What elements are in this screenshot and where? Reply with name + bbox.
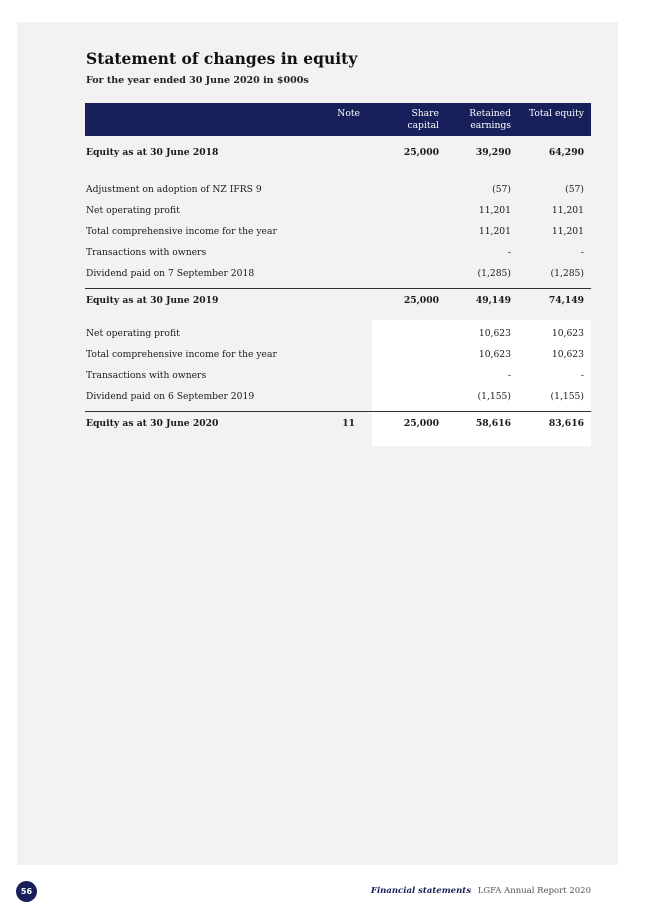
row-retained-earnings: 58,616: [475, 418, 511, 429]
row-total-equity: 74,149: [548, 295, 584, 306]
row-total-equity: (1,155): [550, 391, 584, 402]
row-retained-earnings: -: [507, 370, 511, 381]
equity-table: [85, 103, 591, 434]
table-row: [85, 413, 591, 434]
row-total-equity: 11,201: [551, 226, 584, 237]
row-label: Net operating profit: [86, 328, 180, 339]
row-label: Total comprehensive income for the year: [86, 226, 277, 237]
table-row: [85, 386, 591, 407]
table-row: [85, 179, 591, 200]
table-row: [85, 221, 591, 242]
row-label: Equity as at 30 June 2018: [86, 147, 219, 158]
footer: [371, 886, 591, 896]
row-retained-earnings: 10,623: [478, 349, 511, 360]
row-retained-earnings: 11,201: [478, 226, 511, 237]
table-header: [85, 103, 591, 136]
row-label: Transactions with owners: [86, 370, 207, 381]
row-label: Transactions with owners: [86, 247, 207, 258]
footer-section: Financial statements: [370, 886, 471, 896]
row-label: Dividend paid on 7 September 2018: [86, 268, 255, 279]
row-total-equity: (1,285): [550, 268, 584, 279]
row-label: Equity as at 30 June 2020: [86, 418, 219, 429]
row-label: Adjustment on adoption of NZ IFRS 9: [86, 184, 262, 195]
divider-2020: [85, 411, 591, 412]
row-retained-earnings: 11,201: [478, 205, 511, 216]
header-share-capital: Share capital: [407, 108, 439, 131]
row-label: Equity as at 30 June 2019: [86, 295, 219, 306]
table-row: [85, 263, 591, 284]
header-total-equity: Total equity: [528, 108, 584, 119]
row-share-capital: 25,000: [403, 418, 439, 429]
table-row: [85, 290, 591, 311]
header-note: Note: [337, 108, 360, 119]
row-total-equity: 64,290: [548, 147, 584, 158]
row-retained-earnings: -: [507, 247, 511, 258]
row-total-equity: -: [580, 247, 584, 258]
table-row: [85, 242, 591, 263]
table-row: [85, 344, 591, 365]
row-retained-earnings: (57): [492, 184, 511, 195]
page-number-badge: [16, 881, 37, 902]
page-title: Statement of changes in equity: [86, 49, 358, 68]
row-retained-earnings: 49,149: [475, 295, 511, 306]
row-label: Net operating profit: [86, 205, 180, 216]
row-total-equity: (57): [565, 184, 584, 195]
row-total-equity: 10,623: [551, 349, 584, 360]
row-note: 11: [342, 418, 355, 429]
table-row: [85, 365, 591, 386]
row-label: Dividend paid on 6 September 2019: [86, 391, 255, 402]
row-retained-earnings: (1,155): [477, 391, 511, 402]
table-row: [85, 200, 591, 221]
row-total-equity: 10,623: [551, 328, 584, 339]
row-total-equity: -: [580, 370, 584, 381]
row-retained-earnings: 10,623: [478, 328, 511, 339]
row-share-capital: 25,000: [403, 147, 439, 158]
table-row: [85, 142, 591, 163]
header-retained-earnings: Retained earnings: [469, 108, 511, 131]
row-total-equity: 11,201: [551, 205, 584, 216]
row-total-equity: 83,616: [548, 418, 584, 429]
row-label: Total comprehensive income for the year: [86, 349, 277, 360]
row-share-capital: 25,000: [403, 295, 439, 306]
footer-report-title: LGFA Annual Report 2020: [477, 886, 591, 896]
page-subtitle: For the year ended 30 June 2020 in $000s: [86, 75, 309, 86]
row-retained-earnings: (1,285): [477, 268, 511, 279]
table-row: [85, 323, 591, 344]
divider-2019: [85, 288, 591, 289]
page-number: 56: [20, 887, 33, 896]
row-retained-earnings: 39,290: [475, 147, 511, 158]
